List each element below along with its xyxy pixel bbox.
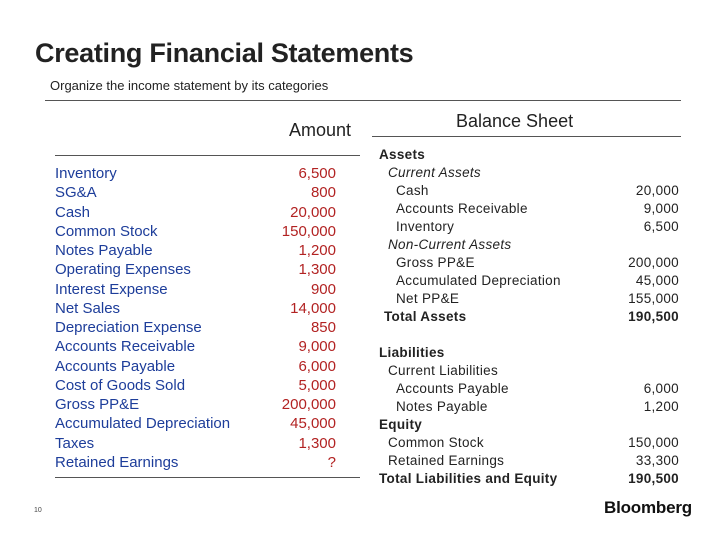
current-assets-heading: Current Assets: [388, 165, 481, 180]
retained-earnings-value: 33,300: [635, 453, 679, 468]
left-table-label: Accounts Payable: [55, 357, 176, 375]
left-table-label: Taxes: [55, 434, 95, 452]
net-ppe-value: 155,000: [628, 291, 679, 306]
accounts-payable-value: 6,000: [643, 381, 679, 396]
accumulated-depreciation-value: 45,000: [635, 273, 679, 288]
bloomberg-logo: Bloomberg: [604, 498, 692, 517]
page-number: 10: [34, 507, 42, 514]
top-divider: [45, 100, 681, 101]
left-table-bottom-rule: [55, 477, 360, 478]
common-stock-label: Common Stock: [388, 435, 484, 450]
total-assets-label: Total Assets: [384, 309, 467, 324]
accounts-receivable-label: Accounts Receivable: [396, 201, 528, 216]
total-liabilities-equity-value: 190,500: [628, 471, 679, 486]
balance-sheet-top-rule: [372, 136, 681, 137]
accounts-payable-label: Accounts Payable: [396, 381, 509, 396]
liabilities-values: [589, 344, 679, 488]
left-table-value: 6,500: [298, 165, 336, 182]
cash-value: 20,000: [635, 183, 679, 198]
liabilities-labels: [379, 344, 557, 488]
accounts-receivable-value: 9,000: [643, 201, 679, 216]
left-table-label: SG&A: [55, 184, 97, 202]
current-liabilities-heading: Current Liabilities: [388, 363, 498, 378]
accumulated-depreciation-label: Accumulated Depreciation: [396, 273, 561, 288]
retained-earnings-label: Retained Earnings: [388, 453, 505, 468]
inventory-value: 6,500: [643, 219, 679, 234]
left-table-label: Gross PP&E: [55, 396, 140, 413]
left-table-value: 5,000: [298, 376, 336, 394]
total-assets-value: 190,500: [628, 309, 679, 324]
assets-labels: [379, 146, 561, 326]
assets-values: [589, 146, 679, 326]
left-table-label: Notes Payable: [55, 242, 153, 259]
net-ppe-label: Net PP&E: [396, 291, 460, 306]
left-table-value: ?: [327, 453, 336, 471]
amount-column-header: Amount: [289, 120, 352, 140]
slide-subtitle: Organize the income statement by its categories: [50, 78, 329, 93]
left-table-label: Common Stock: [55, 222, 158, 240]
left-table-label: Operating Expenses: [55, 261, 191, 279]
left-table-label: Inventory: [55, 165, 117, 182]
left-table-value: 1,300: [298, 434, 336, 452]
gross-ppe-label: Gross PP&E: [396, 255, 475, 270]
left-table-value: 14,000: [290, 299, 336, 317]
left-table-values: [260, 164, 336, 472]
left-table-value: 1,300: [298, 261, 336, 279]
slide-title: Creating Financial Statements: [35, 38, 414, 68]
common-stock-value: 150,000: [628, 435, 679, 450]
left-table-label: Cost of Goods Sold: [55, 376, 186, 394]
inventory-label: Inventory: [396, 219, 455, 234]
liabilities-heading: Liabilities: [379, 345, 445, 360]
left-table-label: Interest Expense: [55, 280, 168, 298]
left-table-value: 6,000: [298, 357, 336, 375]
left-table-labels: [55, 164, 255, 472]
left-table-value: 1,200: [298, 242, 336, 259]
left-table-value: 200,000: [281, 396, 336, 413]
left-table-value: 20,000: [290, 203, 336, 221]
left-table-label: Accounts Receivable: [55, 338, 196, 356]
cash-label: Cash: [396, 183, 429, 198]
gross-ppe-value: 200,000: [628, 255, 679, 270]
total-liabilities-equity-label: Total Liabilities and Equity: [379, 471, 558, 486]
left-table-value: 800: [310, 184, 336, 202]
left-table-value: 850: [310, 319, 336, 336]
left-table-value: 45,000: [290, 415, 336, 433]
noncurrent-assets-heading: Non-Current Assets: [388, 237, 512, 252]
left-table-top-rule: [55, 155, 360, 156]
left-table-value: 900: [310, 280, 336, 298]
notes-payable-label: Notes Payable: [396, 399, 488, 414]
left-table-label: Depreciation Expense: [55, 319, 202, 336]
left-table-label: Retained Earnings: [55, 453, 179, 471]
assets-heading: Assets: [379, 147, 426, 162]
balance-sheet-header: Balance Sheet: [456, 111, 574, 131]
left-table-value: 150,000: [281, 222, 336, 240]
left-table-value: 9,000: [298, 338, 336, 356]
left-table-label: Accumulated Depreciation: [55, 415, 231, 433]
left-table-label: Net Sales: [55, 299, 121, 317]
equity-heading: Equity: [379, 417, 423, 432]
left-table-label: Cash: [55, 203, 91, 221]
notes-payable-value: 1,200: [643, 399, 679, 414]
